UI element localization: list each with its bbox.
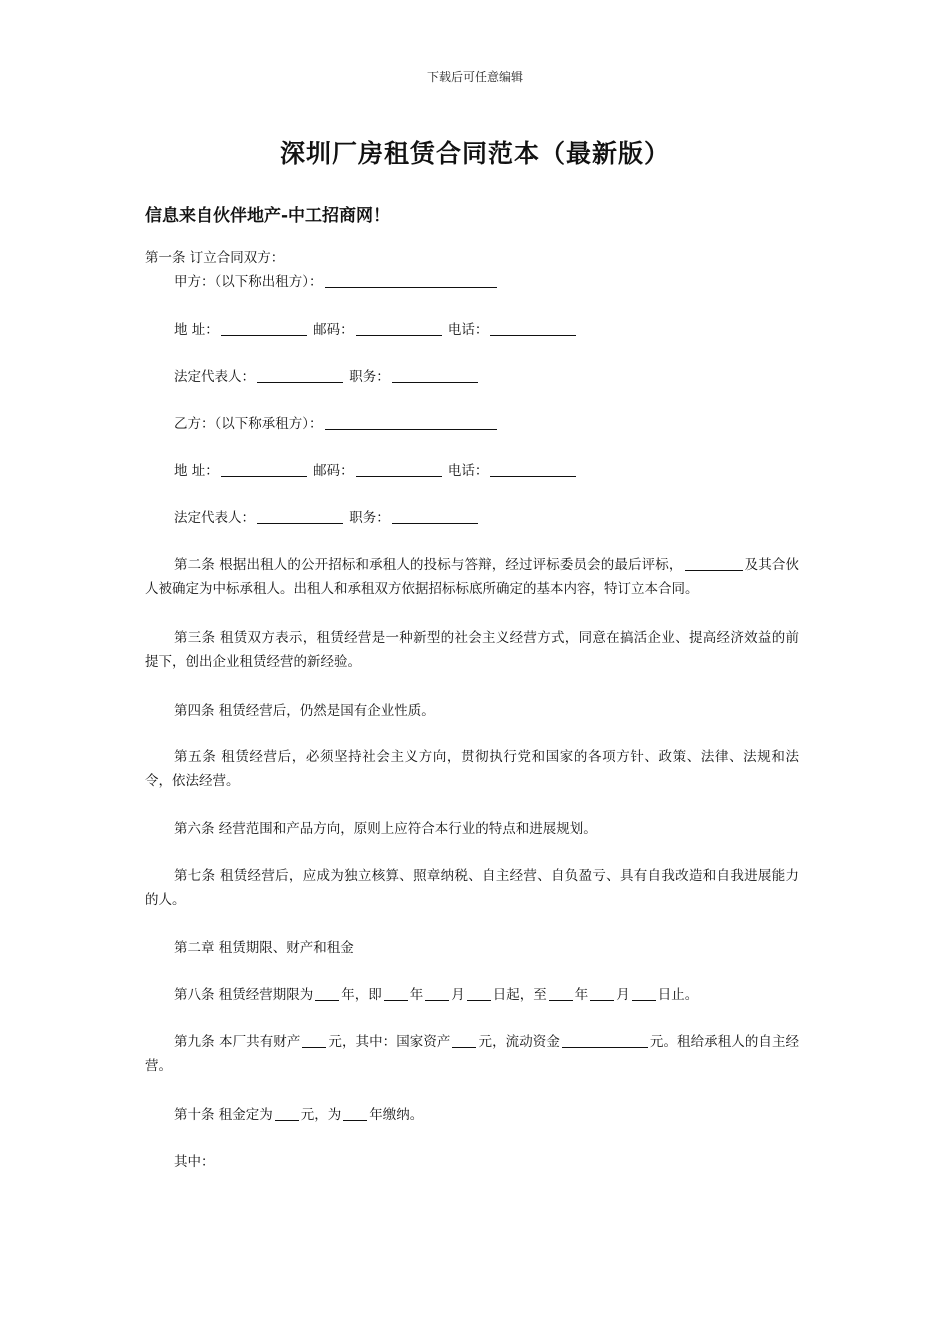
article10-text: 第十条 租金定为: [174, 1107, 273, 1123]
party-b-line: [174, 412, 499, 436]
address-blank: [221, 462, 307, 477]
postcode-blank: [356, 462, 442, 477]
phone-blank: [490, 321, 576, 336]
article8-text: 年: [409, 987, 424, 1003]
blank: [425, 986, 449, 1001]
winning-bidder-blank: [685, 556, 743, 571]
position-blank: [392, 368, 478, 383]
party-a-rep-line: [174, 365, 480, 389]
party-a-address-line: [174, 318, 578, 342]
header-note: 下载后可任意编辑: [426, 70, 523, 84]
article9-text: 第九条 本厂共有财产: [174, 1034, 301, 1050]
blank: [562, 1033, 648, 1048]
source-line: 信息来自伙伴地产-中工招商网！: [145, 206, 391, 226]
party-b-blank: [325, 415, 497, 430]
blank: [302, 1033, 326, 1048]
postcode-blank: [356, 321, 442, 336]
article9-text: 元，其中：国家资产: [328, 1034, 451, 1050]
article8-text: 年，即: [341, 987, 382, 1003]
article2: [145, 553, 799, 601]
phone-label: 电话：: [447, 463, 489, 479]
blank: [590, 986, 614, 1001]
article7: 第七条 租赁经营后，应成为独立核算、照章纳税、自主经营、自负盈亏、具有自我改造和自我进展能力的人。: [145, 868, 799, 908]
article8-text: 日起，至: [492, 987, 547, 1003]
blank: [384, 986, 408, 1001]
article8: [174, 983, 698, 1007]
article8-text: 年: [574, 987, 589, 1003]
position-label: 职务：: [349, 510, 390, 526]
party-b-rep-line: [174, 506, 480, 530]
article2-text-b: 及其合伙人被确定为中标承租人。出租人和承租双方依据招标标底所确定的基本内容，特订立本合同。: [145, 557, 799, 597]
position-label: 职务：: [349, 369, 390, 385]
blank: [315, 986, 339, 1001]
article8-text: 第八条 租赁经营期限为: [174, 987, 314, 1003]
blank: [343, 1106, 367, 1121]
legal-rep-label: 法定代表人：: [174, 369, 255, 385]
article8-text: 日止。: [657, 987, 699, 1003]
article10: [174, 1103, 423, 1127]
document-title: 深圳厂房租赁合同范本（最新版）: [279, 139, 670, 168]
article10-text: 元，为: [300, 1107, 342, 1123]
article5: 第五条 租赁经营后，必须坚持社会主义方向，贯彻执行党和国家的各项方针、政策、法律、法规和法令，依法经营。: [145, 749, 799, 789]
postcode-label: 邮码：: [313, 322, 354, 338]
article8-text: 月: [451, 987, 465, 1003]
article2-text-a: 第二条 根据出租人的公开招标和承租人的投标与答辩，经过评标委员会的最后评标，: [174, 557, 683, 573]
article8-text: 月: [616, 987, 630, 1003]
blank: [549, 986, 573, 1001]
legal-rep-label: 法定代表人：: [174, 510, 255, 526]
chapter2-heading: 第二章 租赁期限、财产和租金: [174, 940, 354, 956]
postcode-label: 邮码：: [313, 463, 354, 479]
party-a-line: [174, 270, 499, 294]
legal-rep-blank: [257, 368, 343, 383]
blank: [467, 986, 491, 1001]
article9: [145, 1030, 799, 1078]
among-heading: 其中：: [174, 1154, 215, 1170]
address-label: 地 址：: [174, 463, 219, 479]
phone-label: 电话：: [447, 322, 489, 338]
article9-text: 元。租给承租人的自主经营。: [145, 1034, 800, 1074]
phone-blank: [490, 462, 576, 477]
article3: 第三条 租赁双方表示，租赁经营是一种新型的社会主义经营方式，同意在搞活企业、提高经济效益的前提下，创出企业租赁经营的新经验。: [145, 630, 799, 670]
party-a-label: 甲方：（以下称出租方）：: [174, 274, 323, 290]
blank: [632, 986, 656, 1001]
article9-text: 元，流动资金: [478, 1034, 560, 1050]
blank: [275, 1106, 299, 1121]
article6: 第六条 经营范围和产品方向，原则上应符合本行业的特点和进展规划。: [174, 821, 597, 837]
article10-text: 年缴纳。: [369, 1107, 424, 1123]
blank: [452, 1033, 476, 1048]
legal-rep-blank: [257, 509, 343, 524]
party-a-blank: [325, 273, 497, 288]
position-blank: [392, 509, 478, 524]
address-label: 地 址：: [174, 322, 219, 338]
address-blank: [221, 321, 307, 336]
article4: 第四条 租赁经营后，仍然是国有企业性质。: [174, 703, 435, 719]
article1-heading: 第一条 订立合同双方：: [145, 250, 285, 266]
party-b-address-line: [174, 459, 578, 483]
party-b-label: 乙方：（以下称承租方）：: [174, 416, 323, 432]
